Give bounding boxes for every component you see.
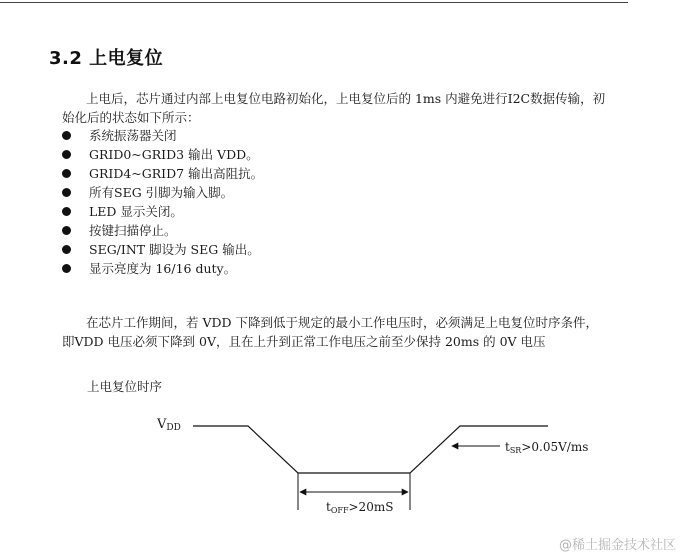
list-item-text: GRID4~GRID7 输出高阻抗。: [89, 166, 264, 181]
timing-caption: 上电复位时序: [87, 379, 163, 394]
section-title: 3.2 上电复位: [49, 48, 164, 69]
bullet-icon: [62, 245, 71, 254]
watermark: @稀土掘金技术社区: [558, 538, 676, 553]
list-item: [62, 145, 263, 164]
vdd-waveform: [193, 426, 548, 473]
header-rule: [0, 2, 628, 3]
bullet-icon: [62, 150, 71, 159]
bullet-icon: [62, 207, 71, 216]
intro-paragraph: 上电后，芯片通过内部上电复位电路初始化，上电复位后的 1ms 内避免进行I2C数据传输，初始化后的状态如下所示：: [62, 91, 606, 125]
list-item: [62, 202, 263, 221]
bullet-icon: [62, 131, 71, 140]
vdd-label: VDD: [157, 417, 181, 433]
list-item: [62, 164, 263, 183]
off-time-label: tOFF>20mS: [326, 500, 394, 515]
list-item: [62, 221, 263, 240]
list-item: [62, 183, 263, 202]
list-item-text: 显示亮度为 16/16 duty。: [89, 261, 237, 276]
list-item-text: SEG/INT 脚设为 SEG 输出。: [89, 242, 260, 257]
power-on-reset-timing-diagram: [0, 400, 684, 520]
list-item: [62, 259, 263, 278]
list-item: [62, 126, 263, 145]
bullet-icon: [62, 169, 71, 178]
list-item-text: GRID0~GRID3 输出 VDD。: [89, 147, 259, 162]
bullet-icon: [62, 188, 71, 197]
list-item-text: LED 显示关闭。: [89, 204, 183, 219]
slew-rate-label: tSR>0.05V/ms: [505, 440, 589, 455]
bullet-icon: [62, 226, 71, 235]
reset-state-list: [62, 126, 263, 278]
list-item: [62, 240, 263, 259]
condition-paragraph: 在芯片工作期间，若 VDD 下降到低于规定的最小工作电压时，必须满足上电复位时序条件，即VDD 电压必须下降到 0V，且在上升到正常工作电压之前至少保持 20ms 的 0V 电压: [62, 315, 599, 349]
list-item-text: 所有SEG 引脚为输入脚。: [89, 185, 234, 200]
list-item-text: 按键扫描停止。: [89, 223, 177, 238]
list-item-text: 系统振荡器关闭: [89, 128, 177, 143]
bullet-icon: [62, 264, 71, 273]
